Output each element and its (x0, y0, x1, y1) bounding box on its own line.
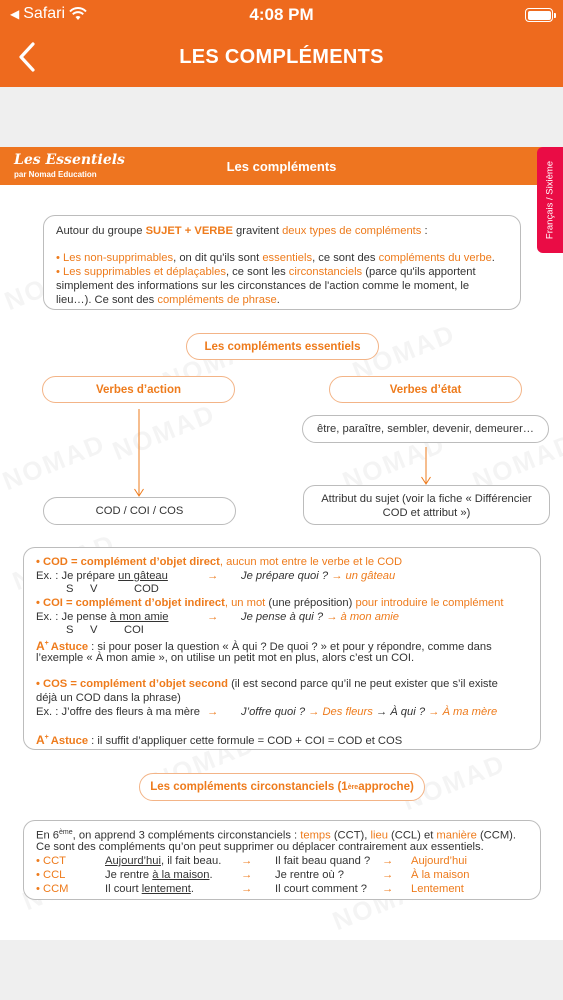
tip-1-line-2: l’exemple « À mon amie », on utilise un petit mot en plus, alors c’est un COI. (36, 652, 415, 664)
intro-line-1: Autour du groupe SUJET + VERBE gravitent deux types de compléments : (56, 225, 428, 237)
objects-detail-box (23, 547, 541, 750)
circ-example: Je rentre à la maison. (105, 869, 213, 881)
circ-intro-line-2: Ce sont des compléments qu’on peut supprimer ou déplacer contrairement aux essentiels. (36, 841, 484, 853)
cos-definition: • COS = complément d’objet second (il est second parce qu’il ne peut exister que s’il existe (36, 678, 498, 690)
grammar-label: COD (134, 583, 159, 595)
cos-question: J’offre quoi ? → Des fleurs → À qui ? → À ma mère (241, 706, 498, 718)
arrow-icon: → (207, 611, 219, 623)
circ-example: Il court lentement. (105, 883, 194, 895)
arrow-icon: → (382, 883, 394, 895)
arrow-icon: → (241, 869, 253, 881)
section-title-essentials: Les compléments essentiels (186, 333, 379, 360)
arrow-down-icon (133, 409, 145, 497)
circ-answer: Aujourd’hui (411, 855, 467, 867)
lesson-card (0, 147, 563, 940)
cod-question: Je prépare quoi ? → un gâteau (241, 570, 396, 582)
brand-subtitle: par Nomad Education (14, 170, 97, 179)
cos-example: Ex. : J’offre des fleurs à ma mère (36, 706, 200, 718)
state-verbs-pill: Verbes d’état (329, 376, 522, 403)
arrow-icon: → (382, 869, 394, 881)
tip-star-icon: A+ (36, 639, 49, 653)
card-header (0, 147, 563, 185)
grammar-label: COI (124, 624, 144, 636)
tip-2: A+ Astuce : il suffit d’appliquer cette formule = COD + COI = COD et COS (36, 733, 403, 747)
intro-line-2: • Les non-supprimables, on dit qu'ils sont essentiels, ce sont des compléments du verbe. (56, 252, 495, 264)
arrow-icon: → (241, 883, 253, 895)
navigation-bar (0, 0, 563, 87)
arrow-icon: → (382, 855, 394, 867)
watermark (108, 398, 220, 467)
circ-answer: Lentement (411, 883, 464, 895)
subject-side-tab[interactable]: Français / Sixième (537, 147, 563, 253)
attribute-line-1: Attribut du sujet (voir la fiche « Différencier (321, 493, 532, 505)
grammar-label: S (66, 583, 74, 595)
circ-intro-line-1: En 6ème, on apprend 3 compléments circonstanciels : temps (CCT), lieu (CCL) et manière (CCM). (36, 829, 516, 842)
circ-type-label: • CCT (36, 855, 67, 867)
page-title: LES COMPLÉMENTS (179, 46, 384, 68)
intro-line-3: • Les supprimables et déplaçables, ce sont les circonstanciels (parce qu'ils apportent (56, 266, 476, 278)
brand-logo: Les Essentiels (14, 152, 125, 168)
coi-definition: • COI = complément d’objet indirect, un mot (une préposition) pour introduire le complément (36, 597, 504, 609)
attribute-line-2: COD et attribut ») (382, 507, 471, 519)
back-to-app-icon[interactable]: ◀ (10, 7, 20, 21)
watermark (0, 428, 110, 497)
arrow-icon: → (207, 570, 219, 582)
status-bar (0, 0, 563, 30)
circ-question: Il fait beau quand ? (275, 855, 371, 867)
grammar-label: V (90, 624, 98, 636)
attribute-box (303, 485, 550, 525)
arrow-icon: → (207, 706, 219, 718)
coi-example: Ex. : Je pense à mon amie (36, 611, 169, 623)
cos-definition-line-2: déjà un COD dans la phrase) (36, 692, 181, 704)
cod-definition: • COD = complément d’objet direct, aucun mot entre le verbe et le COD (36, 556, 403, 568)
circ-example: Aujourd’hui, il fait beau. (105, 855, 222, 867)
grammar-label: S (66, 624, 74, 636)
status-time: 4:08 PM (249, 5, 314, 24)
section-title-circumstantial: Les compléments circonstanciels (1 ère approche) (139, 773, 425, 801)
tip-star-icon: A+ (36, 733, 49, 747)
circ-question: Je rentre où ? (275, 869, 345, 881)
circ-question: Il court comment ? (275, 883, 368, 895)
intro-line-5: lieu…). Ce sont des compléments de phrase. (56, 294, 280, 306)
card-title: Les compléments (226, 159, 337, 174)
coi-question: Je pense à qui ? → à mon amie (241, 611, 399, 623)
circ-answer: À la maison (411, 869, 470, 881)
carrier-label: Safari (23, 5, 66, 22)
state-verbs-list: être, paraître, sembler, devenir, demeurer… (302, 415, 549, 443)
cod-coi-cos-box: COD / COI / COS (43, 497, 236, 525)
grammar-label: V (90, 583, 98, 595)
circ-type-label: • CCL (36, 869, 66, 881)
tip-1: A+ Astuce : si pour poser la question « À qui ? De quoi ? » et pour y répondre, comme dans (36, 639, 492, 653)
intro-box (43, 215, 521, 310)
arrow-icon: → (241, 855, 253, 867)
arrow-down-icon (420, 447, 432, 485)
cod-example: Ex. : Je prépare un gâteau (36, 570, 168, 582)
circ-type-label: • CCM (36, 883, 69, 895)
intro-line-4: simplement des informations sur les circonstances de l'action comme le moment, le (56, 280, 470, 292)
action-verbs-pill: Verbes d’action (42, 376, 235, 403)
battery-icon (525, 8, 553, 22)
circumstantial-box (23, 820, 541, 900)
